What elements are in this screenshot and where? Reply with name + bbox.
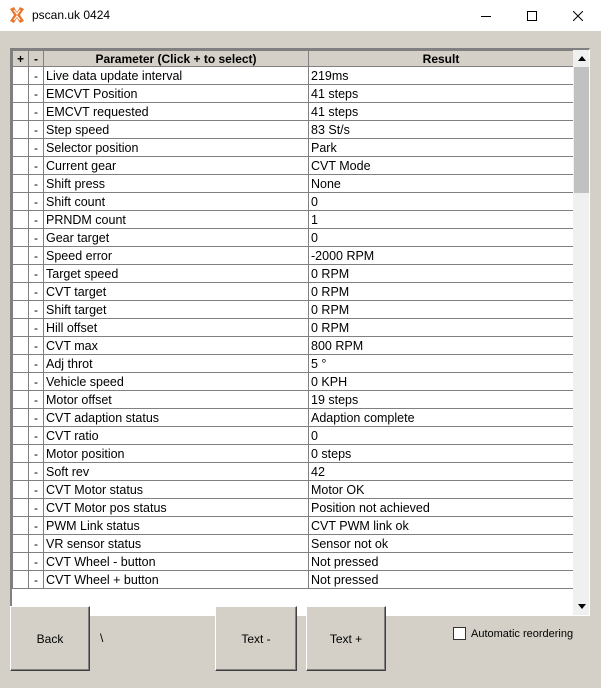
row-result-cell: 41 steps: [309, 103, 574, 121]
parameter-table: [12, 50, 573, 589]
table-row[interactable]: [13, 337, 574, 355]
row-result-cell: 41 steps: [309, 85, 574, 103]
row-plus-cell[interactable]: [13, 319, 29, 337]
row-result-cell: Not pressed: [309, 553, 574, 571]
scroll-down-icon: [578, 604, 586, 609]
table-row[interactable]: [13, 193, 574, 211]
row-result-cell: CVT PWM link ok: [309, 517, 574, 535]
table-row[interactable]: [13, 319, 574, 337]
table-row[interactable]: [13, 535, 574, 553]
table-row[interactable]: [13, 175, 574, 193]
parameter-table-viewport: [12, 50, 573, 615]
row-minus-cell[interactable]: -: [29, 409, 44, 427]
table-row[interactable]: [13, 553, 574, 571]
row-plus-cell[interactable]: [13, 571, 29, 589]
row-result-cell: 0 RPM: [309, 319, 574, 337]
table-row[interactable]: [13, 427, 574, 445]
row-minus-cell[interactable]: -: [29, 175, 44, 193]
row-parameter-cell: CVT adaption status: [44, 409, 309, 427]
row-minus-cell[interactable]: -: [29, 121, 44, 139]
row-parameter-cell: Step speed: [44, 121, 309, 139]
table-row[interactable]: [13, 229, 574, 247]
maximize-icon: [527, 11, 537, 21]
row-parameter-cell: PRNDM count: [44, 211, 309, 229]
table-row[interactable]: [13, 391, 574, 409]
app-logo-icon: [8, 6, 26, 24]
row-parameter-cell: CVT ratio: [44, 427, 309, 445]
header-parameter[interactable]: Parameter (Click + to select): [44, 51, 309, 67]
header-result[interactable]: Result: [309, 51, 574, 67]
row-plus-cell[interactable]: [13, 337, 29, 355]
row-plus-cell[interactable]: [13, 463, 29, 481]
row-minus-cell[interactable]: -: [29, 481, 44, 499]
row-parameter-cell: Shift target: [44, 301, 309, 319]
row-result-cell: 0: [309, 427, 574, 445]
table-row[interactable]: [13, 355, 574, 373]
back-button[interactable]: Back: [10, 606, 90, 671]
row-minus-cell[interactable]: -: [29, 499, 44, 517]
row-result-cell: 19 steps: [309, 391, 574, 409]
table-header-row: [13, 51, 574, 67]
table-row[interactable]: [13, 499, 574, 517]
row-parameter-cell: CVT Wheel + button: [44, 571, 309, 589]
scroll-thumb[interactable]: [574, 67, 589, 193]
row-result-cell: 5 °: [309, 355, 574, 373]
automatic-reordering-option[interactable]: [453, 627, 573, 640]
row-minus-cell[interactable]: -: [29, 373, 44, 391]
minimize-icon: [481, 11, 491, 21]
row-result-cell: -2000 RPM: [309, 247, 574, 265]
title-bar: [0, 0, 601, 31]
row-result-cell: 0 RPM: [309, 301, 574, 319]
row-minus-cell[interactable]: -: [29, 463, 44, 481]
row-plus-cell[interactable]: [13, 265, 29, 283]
header-plus[interactable]: +: [13, 51, 29, 67]
row-plus-cell[interactable]: [13, 211, 29, 229]
row-parameter-cell: CVT Motor pos status: [44, 499, 309, 517]
table-row[interactable]: [13, 409, 574, 427]
table-row[interactable]: [13, 373, 574, 391]
table-row[interactable]: [13, 445, 574, 463]
row-minus-cell[interactable]: -: [29, 283, 44, 301]
row-plus-cell[interactable]: [13, 157, 29, 175]
row-plus-cell[interactable]: [13, 121, 29, 139]
row-plus-cell[interactable]: [13, 517, 29, 535]
table-row[interactable]: [13, 301, 574, 319]
row-minus-cell[interactable]: -: [29, 265, 44, 283]
row-plus-cell[interactable]: [13, 229, 29, 247]
table-row[interactable]: [13, 463, 574, 481]
row-parameter-cell: CVT target: [44, 283, 309, 301]
row-plus-cell[interactable]: [13, 499, 29, 517]
close-icon: [573, 11, 583, 21]
row-plus-cell[interactable]: [13, 409, 29, 427]
row-minus-cell[interactable]: -: [29, 211, 44, 229]
row-parameter-cell: Motor position: [44, 445, 309, 463]
row-result-cell: None: [309, 175, 574, 193]
window-title: pscan.uk 0424: [32, 8, 111, 22]
row-parameter-cell: CVT max: [44, 337, 309, 355]
row-minus-cell[interactable]: -: [29, 193, 44, 211]
row-result-cell: Not pressed: [309, 571, 574, 589]
parameter-table-frame: [10, 48, 590, 616]
row-minus-cell[interactable]: -: [29, 355, 44, 373]
table-row[interactable]: [13, 121, 574, 139]
row-minus-cell[interactable]: -: [29, 139, 44, 157]
table-row[interactable]: [13, 571, 574, 589]
row-parameter-cell: EMCVT Position: [44, 85, 309, 103]
row-plus-cell[interactable]: [13, 553, 29, 571]
vertical-scrollbar[interactable]: [573, 50, 590, 615]
table-row[interactable]: [13, 67, 574, 85]
row-parameter-cell: Vehicle speed: [44, 373, 309, 391]
row-plus-cell[interactable]: [13, 85, 29, 103]
row-minus-cell[interactable]: -: [29, 319, 44, 337]
row-result-cell: 1: [309, 211, 574, 229]
row-parameter-cell: Hill offset: [44, 319, 309, 337]
table-row[interactable]: [13, 481, 574, 499]
row-plus-cell[interactable]: [13, 355, 29, 373]
row-minus-cell[interactable]: -: [29, 445, 44, 463]
maximize-button[interactable]: [509, 0, 555, 31]
table-row[interactable]: [13, 103, 574, 121]
row-parameter-cell: Selector position: [44, 139, 309, 157]
row-parameter-cell: Gear target: [44, 229, 309, 247]
row-result-cell: 219ms: [309, 67, 574, 85]
row-plus-cell[interactable]: [13, 247, 29, 265]
status-separator: \: [100, 631, 104, 645]
row-result-cell: 800 RPM: [309, 337, 574, 355]
row-parameter-cell: PWM Link status: [44, 517, 309, 535]
row-result-cell: 0 steps: [309, 445, 574, 463]
row-result-cell: Position not achieved: [309, 499, 574, 517]
row-parameter-cell: Target speed: [44, 265, 309, 283]
row-result-cell: 0 RPM: [309, 283, 574, 301]
row-minus-cell[interactable]: -: [29, 391, 44, 409]
row-minus-cell[interactable]: -: [29, 535, 44, 553]
row-plus-cell[interactable]: [13, 481, 29, 499]
scroll-up-button[interactable]: [573, 50, 590, 67]
row-plus-cell[interactable]: [13, 427, 29, 445]
row-plus-cell[interactable]: [13, 103, 29, 121]
row-result-cell: 0: [309, 229, 574, 247]
row-parameter-cell: CVT Motor status: [44, 481, 309, 499]
table-row[interactable]: [13, 139, 574, 157]
header-minus[interactable]: -: [29, 51, 44, 67]
row-result-cell: Motor OK: [309, 481, 574, 499]
close-button[interactable]: [555, 0, 601, 31]
scroll-down-button[interactable]: [573, 598, 590, 615]
row-plus-cell[interactable]: [13, 301, 29, 319]
row-minus-cell[interactable]: -: [29, 103, 44, 121]
row-plus-cell[interactable]: [13, 373, 29, 391]
row-parameter-cell: Motor offset: [44, 391, 309, 409]
row-minus-cell[interactable]: -: [29, 67, 44, 85]
table-row[interactable]: [13, 283, 574, 301]
row-minus-cell[interactable]: -: [29, 85, 44, 103]
row-minus-cell[interactable]: -: [29, 301, 44, 319]
row-plus-cell[interactable]: [13, 193, 29, 211]
row-parameter-cell: Live data update interval: [44, 67, 309, 85]
row-parameter-cell: Speed error: [44, 247, 309, 265]
row-minus-cell[interactable]: -: [29, 337, 44, 355]
row-minus-cell[interactable]: -: [29, 427, 44, 445]
row-plus-cell[interactable]: [13, 535, 29, 553]
row-result-cell: 0: [309, 193, 574, 211]
table-row[interactable]: [13, 211, 574, 229]
row-plus-cell[interactable]: [13, 67, 29, 85]
row-parameter-cell: Shift press: [44, 175, 309, 193]
row-plus-cell[interactable]: [13, 283, 29, 301]
scroll-up-icon: [578, 56, 586, 61]
row-minus-cell[interactable]: -: [29, 553, 44, 571]
row-parameter-cell: Current gear: [44, 157, 309, 175]
table-row[interactable]: [13, 85, 574, 103]
table-body: [13, 67, 574, 589]
row-result-cell: Sensor not ok: [309, 535, 574, 553]
row-result-cell: 83 St/s: [309, 121, 574, 139]
row-parameter-cell: Shift count: [44, 193, 309, 211]
row-result-cell: CVT Mode: [309, 157, 574, 175]
row-plus-cell[interactable]: [13, 175, 29, 193]
row-minus-cell[interactable]: -: [29, 571, 44, 589]
row-minus-cell[interactable]: -: [29, 229, 44, 247]
table-row[interactable]: [13, 157, 574, 175]
row-parameter-cell: Adj throt: [44, 355, 309, 373]
automatic-reordering-checkbox[interactable]: [453, 627, 466, 640]
row-result-cell: 0 RPM: [309, 265, 574, 283]
table-row[interactable]: [13, 265, 574, 283]
row-result-cell: 0 KPH: [309, 373, 574, 391]
row-plus-cell[interactable]: [13, 391, 29, 409]
row-minus-cell[interactable]: -: [29, 517, 44, 535]
text-increase-button[interactable]: Text +: [306, 606, 386, 671]
row-plus-cell[interactable]: [13, 445, 29, 463]
client-area: [0, 31, 601, 688]
row-result-cell: Adaption complete: [309, 409, 574, 427]
row-plus-cell[interactable]: [13, 139, 29, 157]
row-parameter-cell: EMCVT requested: [44, 103, 309, 121]
row-parameter-cell: VR sensor status: [44, 535, 309, 553]
row-parameter-cell: Soft rev: [44, 463, 309, 481]
row-minus-cell[interactable]: -: [29, 157, 44, 175]
row-parameter-cell: CVT Wheel - button: [44, 553, 309, 571]
text-decrease-button[interactable]: Text -: [215, 606, 297, 671]
row-minus-cell[interactable]: -: [29, 247, 44, 265]
table-row[interactable]: [13, 517, 574, 535]
row-result-cell: 42: [309, 463, 574, 481]
table-row[interactable]: [13, 247, 574, 265]
automatic-reordering-label[interactable]: Automatic reordering: [471, 627, 574, 640]
row-result-cell: Park: [309, 139, 574, 157]
minimize-button[interactable]: [463, 0, 509, 31]
